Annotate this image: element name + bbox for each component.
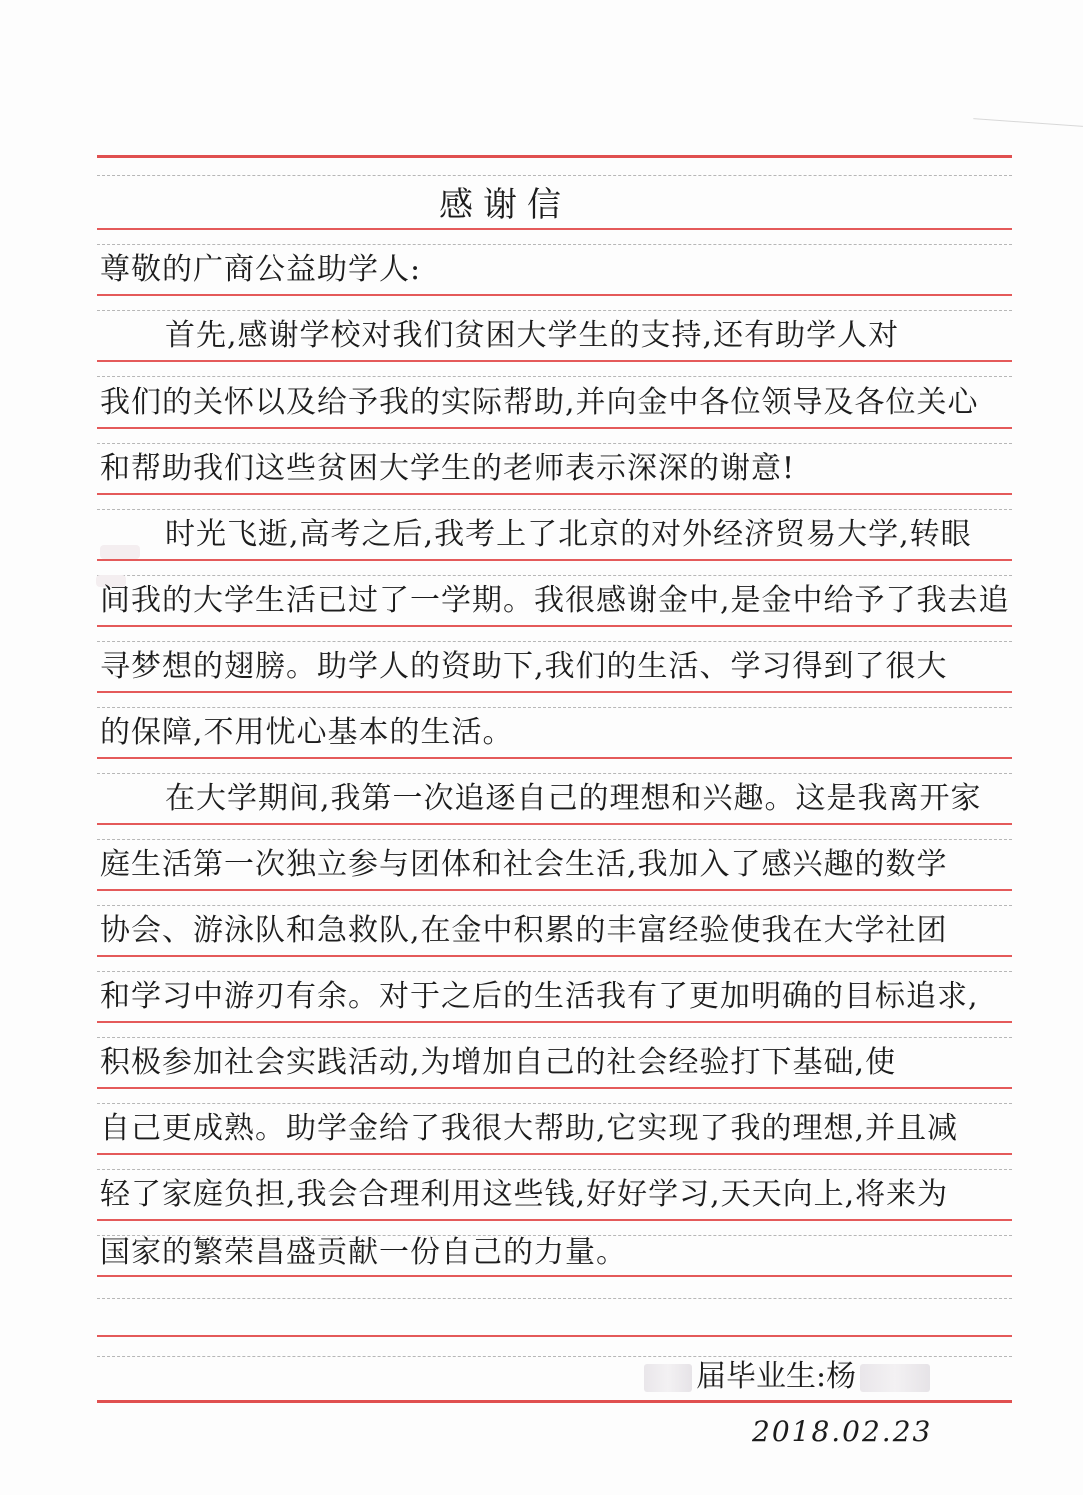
letter-title: 感谢信 [439,185,571,225]
redaction-blur [100,545,140,559]
body-line: 寻梦想的翅膀。助学人的资助下,我们的生活、学习得到了很大 [100,649,948,684]
dash-line [97,773,1012,774]
rule-line [97,493,1012,495]
dash-line [97,839,1012,840]
body-line: 庭生活第一次独立参与团体和社会生活,我加入了感兴趣的数学 [100,847,948,882]
body-line: 时光飞逝,高考之后,我考上了北京的对外经济贸易大学,转眼 [165,517,972,552]
rule-line [97,625,1012,627]
rule-line [97,1335,1012,1337]
dash-line [97,641,1012,642]
rule-line [97,757,1012,759]
rule-line [97,955,1012,957]
body-line: 轻了家庭负担,我会合理利用这些钱,好好学习,天天向上,将来为 [100,1177,949,1212]
rule-line [97,559,1012,561]
rule-line [97,1021,1012,1023]
redaction-blur [860,1364,930,1392]
salutation: 尊敬的广商公益助学人: [100,252,422,287]
rule-line [97,427,1012,429]
rule-line [97,155,1012,158]
body-line: 协会、游泳队和急救队,在金中积累的丰富经验使我在大学社团 [100,913,948,948]
scan-mark [973,118,1083,133]
rule-line [97,1153,1012,1155]
dash-line [97,509,1012,510]
body-line: 首先,感谢学校对我们贫困大学生的支持,还有助学人对 [165,318,900,353]
dash-line [97,310,1012,311]
redaction-blur [644,1364,692,1392]
dash-line [97,443,1012,444]
dash-line [97,707,1012,708]
body-line: 间我的大学生活已过了一学期。我很感谢金中,是金中给予了我去追 [100,583,1010,618]
rule-line [97,691,1012,693]
body-line: 自己更成熟。助学金给了我很大帮助,它实现了我的理想,并且减 [100,1111,959,1146]
body-line: 在大学期间,我第一次追逐自己的理想和兴趣。这是我离开家 [165,781,982,816]
rule-line [97,1087,1012,1089]
dash-line [97,971,1012,972]
dash-line [97,175,1012,176]
rule-line [97,823,1012,825]
rule-line [97,889,1012,891]
rule-line [97,228,1012,230]
rule-line [97,294,1012,296]
dash-line [97,1169,1012,1170]
body-line: 国家的繁荣昌盛贡献一份自己的力量。 [100,1235,627,1270]
dash-line [97,575,1012,576]
dash-line [97,1103,1012,1104]
body-line: 积极参加社会实践活动,为增加自己的社会经验打下基础,使 [100,1045,897,1080]
body-line: 和学习中游刃有余。对于之后的生活我有了更加明确的目标追求, [100,979,979,1014]
body-line: 我们的关怀以及给予我的实际帮助,并向金中各位领导及各位关心 [100,385,979,420]
signature [640,1356,980,1398]
body-line: 的保障,不用忧心基本的生活。 [100,715,514,750]
rule-line [97,360,1012,362]
rule-line [97,1219,1012,1221]
dash-line [97,244,1012,245]
rule-line [97,1400,1012,1403]
signature-label: 届毕业生:杨 [696,1359,857,1394]
dash-line [97,376,1012,377]
letter-date: 2018.02.23 [752,1415,933,1448]
dash-line [97,1298,1012,1299]
dash-line [97,905,1012,906]
body-line: 和帮助我们这些贫困大学生的老师表示深深的谢意! [100,451,796,486]
rule-line [97,1275,1012,1277]
dash-line [97,1037,1012,1038]
